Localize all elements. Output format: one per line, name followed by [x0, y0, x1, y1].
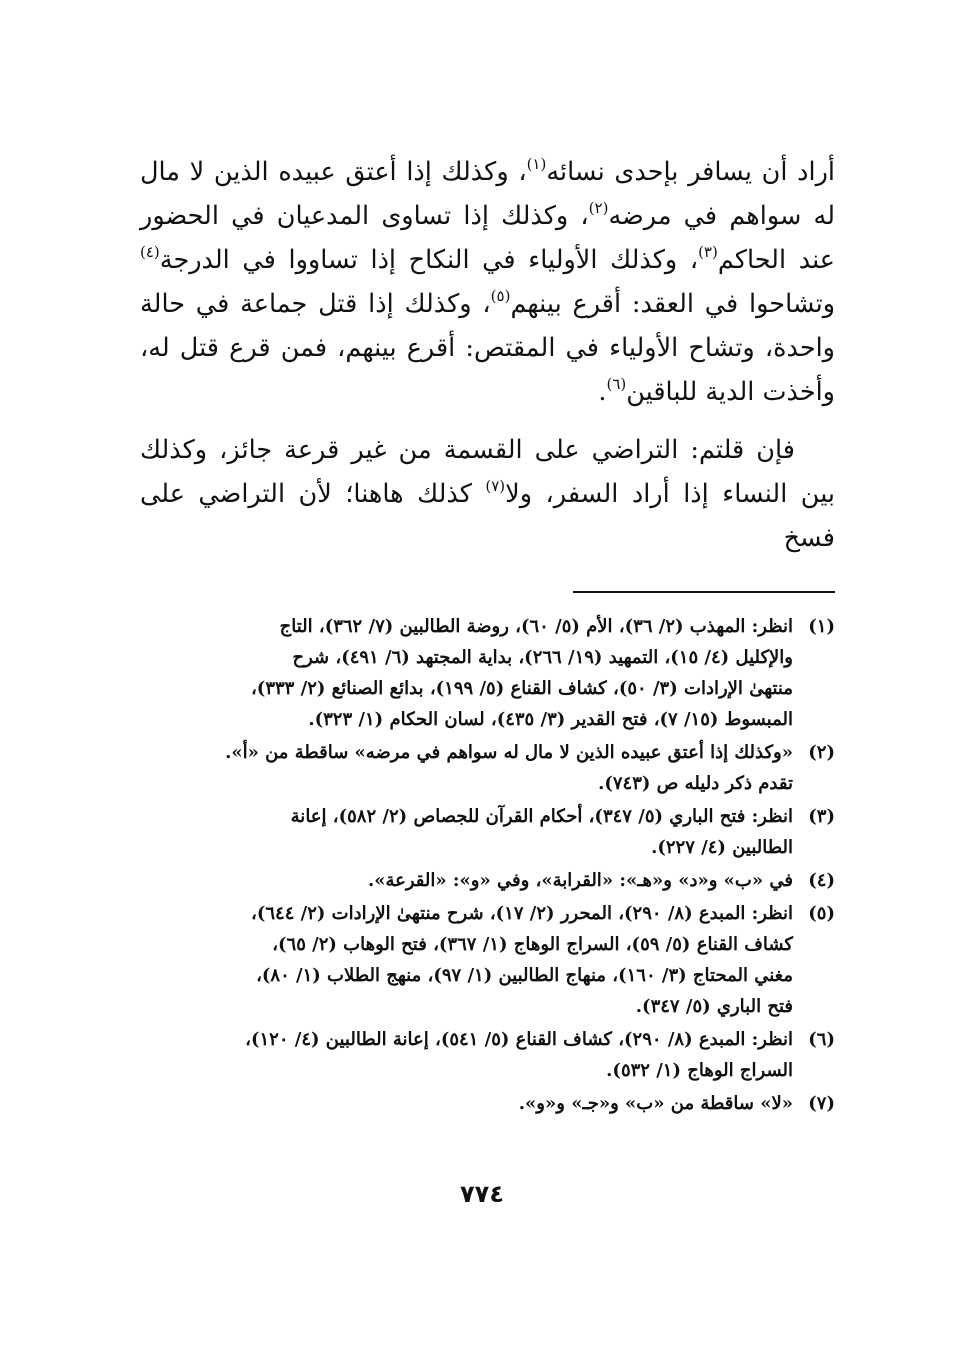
footnote-4 [140, 865, 835, 896]
footnote-ref-4[interactable]: (٤) [140, 243, 160, 261]
footnote-separator [573, 591, 835, 593]
footnote-line: «لا» ساقطة من «ب» و«جـ» و«و». [518, 1093, 793, 1114]
footnote-number: (٣) [808, 806, 835, 827]
footnote-number: (٦) [808, 1029, 835, 1050]
text-segment: كذلك هاهنا؛ لأن التراضي على فسخ [140, 479, 835, 553]
text-segment: فإن قلتم: التراضي على القسمة من غير قرعة جائز، وكذلك بين النساء إذا أراد السفر، ولا [140, 435, 835, 509]
text-segment: ، وكذلك إذا أعتق عبيده الذين لا مال له سواهم في مرضه [140, 157, 835, 231]
footnote-text [140, 1088, 793, 1119]
footnote-text [140, 898, 793, 1022]
footnote-number: (١) [808, 616, 835, 637]
footnote-ref-6[interactable]: (٦) [606, 375, 627, 393]
footnote-text [140, 611, 793, 735]
paragraph-2 [140, 428, 835, 560]
footnote-7 [140, 1088, 835, 1119]
footnote-line: انظر: المبدع (٨/ ٢٩٠)، المحرر (٢/ ١٧)، شرح منتهىٰ الإرادات (٢/ ٦٤٤)، [251, 903, 793, 924]
text-segment: ، وكذلك إذا قتل جماعة في حالة واحدة، وتشاح الأولياء في المقتص: أقرع بينهم، فمن قرع قتل له، وأخذت الدية للباقين [140, 289, 835, 407]
footnote-line: فتح الباري (٥/ ٣٤٧). [635, 996, 793, 1017]
footnote-ref-7[interactable]: (٧) [485, 477, 506, 495]
footnote-number: (٧) [808, 1093, 835, 1114]
footnote-line: «وكذلك إذا أعتق عبيده الذين لا مال له سواهم في مرضه» ساقطة من «أ». [225, 742, 793, 763]
text-segment: أراد أن يسافر بإحدى نسائه [546, 157, 835, 187]
page-number: ٧٧٤ [460, 1180, 504, 1208]
text-segment: وتشاحوا في العقد: أقرع بينهم [510, 289, 836, 319]
footnote-3 [140, 801, 835, 863]
footnote-6 [140, 1024, 835, 1086]
footnotes [140, 611, 835, 1119]
footnote-line: انظر: المبدع (٨/ ٢٩٠)، كشاف القناع (٥/ ٥٤١)، إعانة الطالبين (٤/ ١٢٠)، [245, 1029, 793, 1050]
footnote-line: انظر: المهذب (٢/ ٣٦)، الأم (٥/ ٦٠)، روضة الطالبين (٧/ ٣٦٢)، التاج [279, 616, 793, 637]
footnote-number: (٢) [808, 742, 835, 763]
text-segment: ، وكذلك إذا تساوى المدعيان في الحضور عند الحاكم [140, 201, 835, 275]
footnote-ref-2[interactable]: (٢) [588, 199, 609, 217]
footnote-line: مغني المحتاج (٣/ ١٦٠)، منهاج الطالبين (١/ ٩٧)، منهج الطلاب (١/ ٨٠)، [256, 965, 793, 986]
footnote-1 [140, 611, 835, 735]
footnote-line: المبسوط (١٥/ ٧)، فتح القدير (٣/ ٤٣٥)، لسان الحكام (١/ ٣٢٣). [308, 709, 793, 730]
footnote-2 [140, 737, 835, 799]
footnote-line: تقدم ذكر دليله ص (٧٤٣). [598, 773, 793, 794]
footnote-line: انظر: فتح الباري (٥/ ٣٤٧)، أحكام القرآن للجصاص (٢/ ٥٨٢)، إعانة [290, 806, 793, 827]
footnote-text [140, 1024, 793, 1086]
footnote-text [140, 737, 793, 799]
footnote-line: السراج الوهاج (١/ ٥٣٢). [606, 1060, 793, 1081]
footnote-line: كشاف القناع (٥/ ٥٩)، السراج الوهاج (١/ ٣٦٧)، فتح الوهاب (٢/ ٦٥)، [272, 934, 793, 955]
footnote-text [140, 801, 793, 863]
footnote-ref-3[interactable]: (٣) [698, 243, 718, 261]
footnote-number: (٤) [808, 870, 835, 891]
footnote-text [140, 865, 793, 896]
text-segment: ، وكذلك الأولياء في النكاح إذا تساووا في الدرجة [159, 245, 699, 275]
text-segment: . [598, 377, 607, 407]
footnote-number: (٥) [808, 903, 835, 924]
footnote-line: منتهىٰ الإرادات (٣/ ٥٠)، كشاف القناع (٥/ ١٩٩)، بدائع الصنائع (٢/ ٣٣٣)، [251, 678, 793, 699]
footnote-ref-1[interactable]: (١) [526, 155, 547, 173]
footnote-line: والإكليل (٤/ ١٥)، التمهيد (١٩/ ٢٦٦)، بداية المجتهد (٦/ ٤٩١)، شرح [292, 647, 793, 668]
footnote-ref-5[interactable]: (٥) [490, 287, 511, 305]
footnote-line: الطالبين (٤/ ٢٢٧). [651, 837, 793, 858]
footnote-5 [140, 898, 835, 1022]
footnote-line: في «ب» و«د» و«هـ»: «القرابة»، وفي «و»: «القرعة». [367, 870, 793, 891]
page-body [140, 150, 835, 1121]
paragraph-1 [140, 150, 835, 414]
main-text [140, 150, 835, 560]
